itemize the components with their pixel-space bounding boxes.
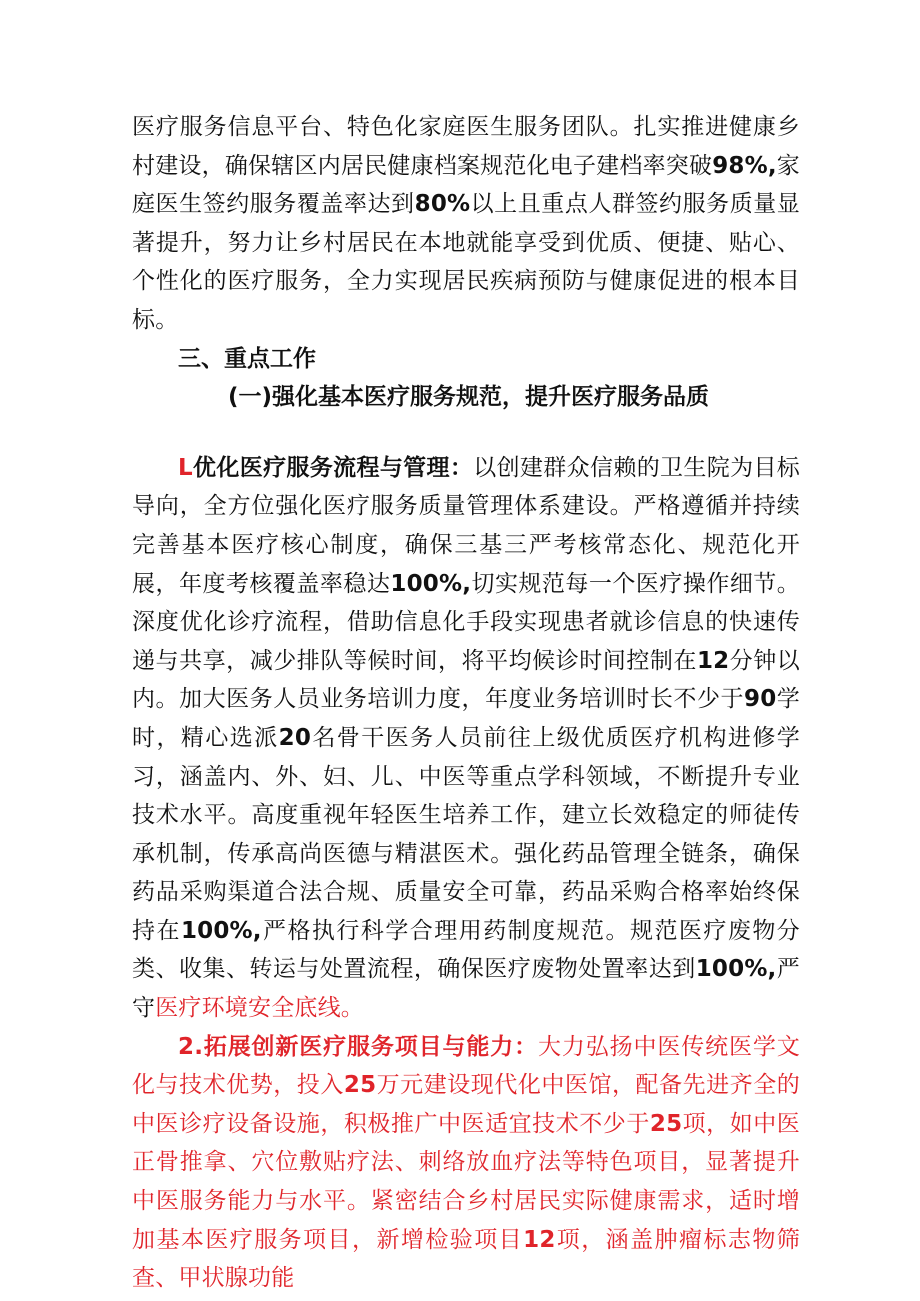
item-2-num-2: 25	[649, 1110, 683, 1137]
item-1-text-1: 以创建群众信赖的卫生院为目标导向，全方位强化医疗服务质量管理体系建设。严格遵循并持续完善基本医疗核心制度，确保三基三严考核常态化、规范化开展，年度考核覆盖率稳达	[132, 454, 800, 597]
item-1-title: 优化医疗服务流程与管理：	[192, 454, 474, 481]
item-1-num-3: 90	[744, 686, 777, 713]
item-2-text-2: 万元建设现代化中医馆，配备先进齐全的中医诊疗设备设施，积极推广中医适宜技术不少于	[132, 1072, 800, 1137]
item-1-text-7: 严守	[132, 956, 800, 1022]
item-1-text-6: 严格执行科学合理用药制度规范。规范医疗废物分类、收集、转运与处置流程，确保医疗废物处置率达到	[132, 917, 800, 983]
item-2-title: 2.拓展创新医疗服务项目与能力：	[178, 1033, 539, 1060]
item-1-text-3: 分钟以内。加大医务人员业务培训力度，年度业务培训时长不少于	[132, 647, 800, 713]
item-1-num-2: 12	[696, 647, 730, 674]
item-1-text-8-red: 医疗环境安全底线。	[155, 995, 365, 1022]
item-1-text-4: 学时，精心选派	[132, 686, 801, 751]
item-2-paragraph	[132, 1028, 800, 1298]
intro-num-2: 80%	[414, 191, 471, 218]
intro-paragraph	[132, 108, 800, 340]
section-3-heading: 三、重点工作	[178, 345, 316, 372]
intro-text-3: 以上且重点人群签约服务质量显著提升，努力让乡村居民在本地就能享受到优质、便捷、贴心、个性化的医疗服务，全力实现居民疾病预防与健康促进的根本目标。	[132, 191, 800, 333]
item-1-text-5: 名骨干医务人员前往上级优质医疗机构进修学习，涵盖内、外、妇、儿、中医等重点学科领域，不断提升专业技术水平。高度重视年轻医生培养工作，建立长效稳定的师徒传承机制，传承高尚医德与精湛医术。强化药品管理全链条，确保药品采购渠道合法合规、质量安全可靠，药品采购合格率始终保持在	[132, 724, 800, 944]
item-1-num-6: 100%,	[695, 956, 777, 983]
item-1-num-5: 100%,	[180, 917, 262, 944]
item-2-text-3: 项，如中医正骨推拿、穴位敷贴疗法、刺络放血疗法等特色项目，显著提升中医服务能力与水平。紧密结合乡村居民实际健康需求，适时增加基本医疗服务项目，新增检验项目	[132, 1110, 800, 1253]
item-1-num-1: 100%,	[390, 570, 472, 597]
intro-num-1: 98%,	[712, 152, 777, 179]
item-2-num-3: 12	[523, 1226, 556, 1253]
document-page	[132, 108, 800, 1298]
intro-text-2: 家庭医生签约服务覆盖率达到	[132, 152, 801, 218]
intro-text-1: 医疗服务信息平台、特色化家庭医生服务团队。扎实推进健康乡村建设，确保辖区内居民健康档案规范化电子建档率突破	[132, 114, 800, 179]
item-1-paragraph	[132, 449, 800, 1028]
item-2-num-1: 25	[343, 1072, 377, 1099]
item-2-text-1: 大力弘扬中医传统医学文化与技术优势，投入	[132, 1033, 800, 1099]
subsection-1-heading: (一)强化基本医疗服务规范，提升医疗服务品质	[228, 384, 710, 411]
spacer	[132, 417, 800, 449]
item-2-text-4: 项，涵盖肿瘤标志物筛查、甲状腺功能	[132, 1226, 800, 1292]
item-1-marker: L	[178, 454, 193, 481]
item-1-num-4: 20	[278, 724, 312, 751]
item-1-text-2: 切实规范每一个医疗操作细节。深度优化诊疗流程，借助信息化手段实现患者就诊信息的快速传递与共享，减少排队等候时间，将平均候诊时间控制在	[132, 570, 800, 674]
